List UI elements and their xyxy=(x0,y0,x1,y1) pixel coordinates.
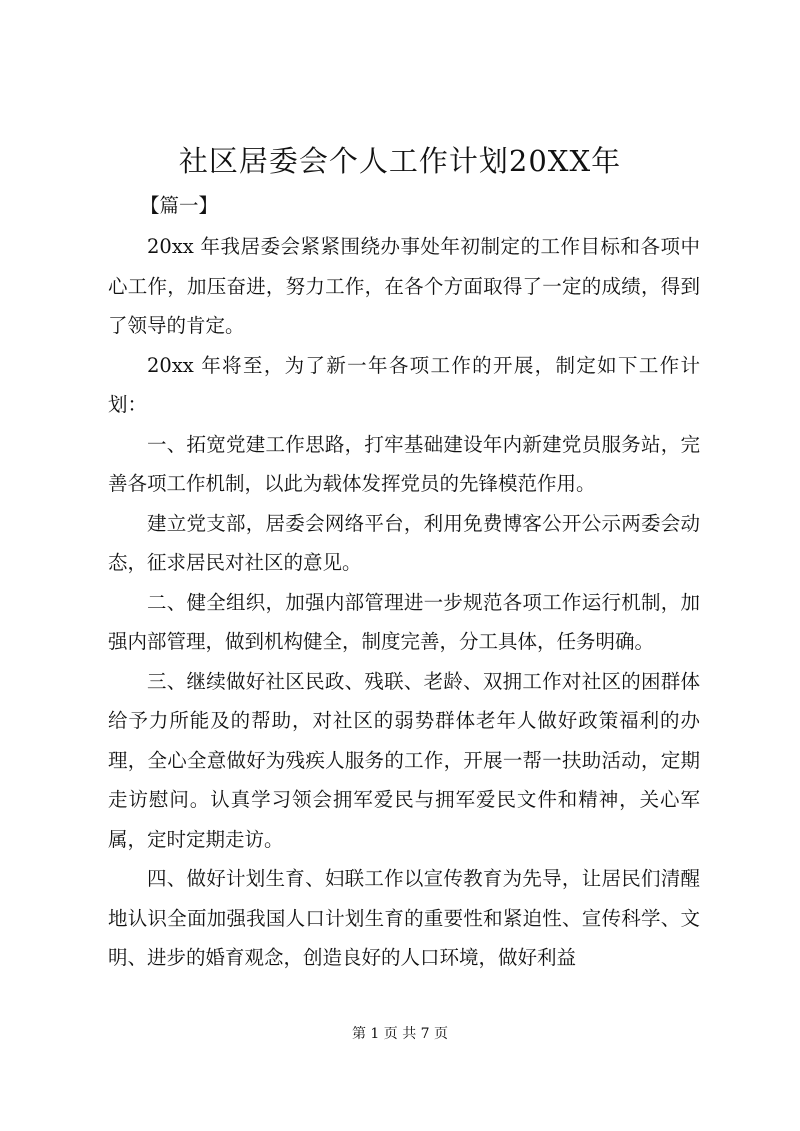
paragraph: 二、健全组织，加强内部管理进一步规范各项工作运行机制，加强内部管理，做到机构健全，制度完善，分工具体，任务明确。 xyxy=(108,590,700,653)
paragraph: 20xx 年将至，为了新一年各项工作的开展，制定如下工作计划： xyxy=(108,353,700,416)
document-title: 社区居委会个人工作计划20XX年 xyxy=(178,144,622,178)
paragraph: 三、继续做好社区民政、残联、老龄、双拥工作对社区的困群体给予力所能及的帮助，对社区的弱势群体老年人做好政策福利的办理，全心全意做好为残疾人服务的工作，开展一帮一扶助活动，定期走访慰问。认真学习领会拥军爱民与拥军爱民文件和精神，关心军属，定时定期走访。 xyxy=(108,669,700,851)
paragraph: 20xx 年我居委会紧紧围绕办事处年初制定的工作目标和各项中心工作，加压奋进，努力工作，在各个方面取得了一定的成绩，得到了领导的肯定。 xyxy=(108,235,700,337)
page-indicator: 第 1 页 共 7 页 xyxy=(351,1026,449,1042)
paragraph: 四、做好计划生育、妇联工作以宣传教育为先导，让居民们清醒地认识全面加强我国人口计划生育的重要性和紧迫性、宣传科学、文明、进步的婚育观念，创造良好的人口环境，做好利益 xyxy=(108,867,700,969)
paragraph: 一、拓宽党建工作思路，打牢基础建设年内新建党员服务站，完善各项工作机制，以此为载体发挥党员的先锋模范作用。 xyxy=(108,432,700,495)
paragraph: 建立党支部，居委会网络平台，利用免费博客公开公示两委会动态，征求居民对社区的意见。 xyxy=(108,511,700,574)
section-label: 【篇一】 xyxy=(140,194,219,217)
document-body xyxy=(108,227,700,978)
